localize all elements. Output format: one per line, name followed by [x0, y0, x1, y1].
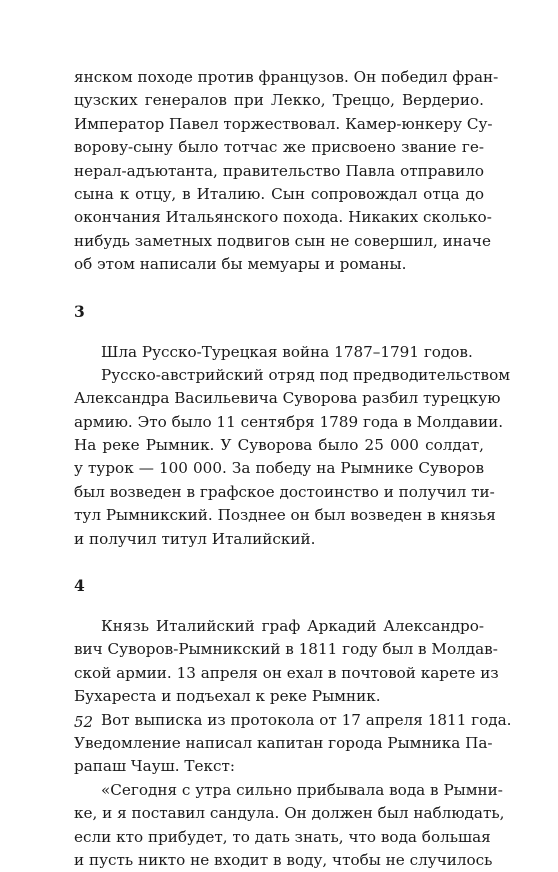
text-line: окончания Итальянского похода. Никаких сколько- [74, 208, 492, 227]
page-number: 52 [74, 713, 94, 731]
text-line: Александра Васильевича Суворова разбил турецкую [74, 389, 501, 408]
text-line: нибудь заметных подвигов сын не совершил, иначе [74, 231, 491, 250]
text-line: вич Суворов-Рымникский в 1811 году был в Молдав- [74, 640, 498, 659]
text-line: сына к отцу, в Италию. Сын сопровождал отца до [74, 184, 484, 203]
text-line: Русско-австрийский отряд под предводительством [101, 365, 511, 384]
text-line: На реке Рымник. У Суворова было 25 000 солдат, [74, 436, 484, 455]
text-line: об этом написали бы мемуары и романы. [74, 255, 407, 274]
text-line: янском походе против французов. Он победил фран- [74, 68, 499, 86]
text-line: Император Павел торжествовал. Камер-юнкеру Су- [74, 114, 493, 133]
text-line: Шла Русско-Турецкая война 1787–1791 годов. [101, 342, 473, 361]
text-line: армию. Это было 11 сентября 1789 года в Молдавии. [74, 412, 504, 431]
page-body [74, 66, 512, 872]
text-line: «Сегодня с утра сильно прибывала вода в Рымни- [101, 780, 503, 799]
text-line: рапаш Чауш. Текст: [74, 757, 236, 776]
text-line: Бухареста и подъехал к реке Рымник. [74, 687, 381, 706]
text-line: ской армии. 13 апреля он ехал в почтовой карете из [74, 663, 499, 682]
text-line: Вот выписка из протокола от 17 апреля 1811 года. [101, 710, 512, 729]
text-line: и получил титул Италийский. [74, 529, 316, 548]
section-number-3: 3 [74, 301, 85, 321]
text-line: ке, и я поставил сандула. Он должен был наблюдать, [74, 804, 505, 823]
section-3-text [74, 341, 511, 552]
text-line: цузских генералов при Лекко, Треццо, Вердерио. [74, 91, 484, 110]
text-line: Уведомление написал капитан города Рымника Па- [74, 733, 493, 752]
text-line: у турок — 100 000. За победу на Рымнике Суворов [74, 459, 484, 478]
section-number-4: 4 [74, 576, 85, 596]
text-line: и пусть никто не входит в воду, чтобы не случилось [74, 850, 493, 869]
section-4-text [74, 615, 512, 872]
text-line: был возведен в графское достоинство и получил ти- [74, 482, 495, 501]
text-line: ворову-сыну было тотчас же присвоено звание ге- [74, 138, 484, 157]
text-line: Князь Италийский граф Аркадий Александро- [101, 617, 484, 636]
text-line: если кто прибудет, то дать знать, что вода большая [74, 827, 491, 846]
paragraph-continued [74, 66, 499, 277]
text-line: нерал-адъютанта, правительство Павла отправило [74, 161, 484, 180]
text-line: тул Рымникский. Позднее он был возведен в князья [74, 506, 496, 525]
